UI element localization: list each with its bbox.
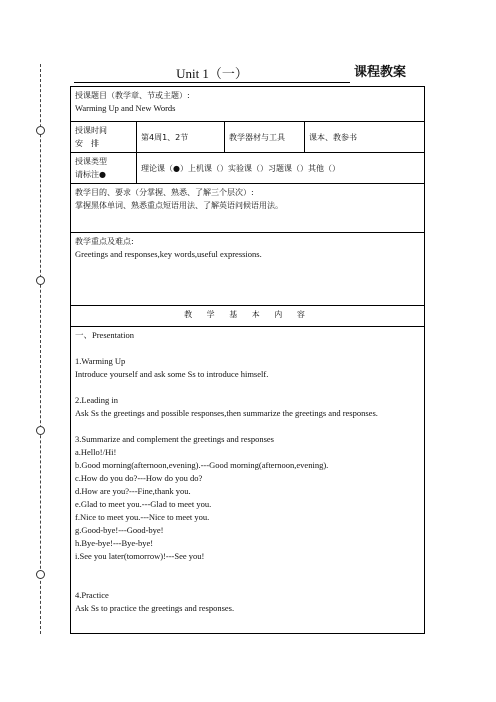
schedule-label-line2: 安 排 <box>75 139 99 148</box>
objectives-row <box>71 184 425 233</box>
step3-title: 3.Summarize and complement the greetings and responses <box>75 434 274 444</box>
binding-hole-icon <box>36 570 45 579</box>
greeting-item: a.Hello!/Hi! <box>75 447 117 457</box>
topic-value: Warming Up and New Words <box>75 103 176 113</box>
step2-text: Ask Ss the greetings and possible responses,then summarize the greetings and responses. <box>75 408 378 418</box>
content-row <box>71 327 425 634</box>
greeting-item: h.Bye-bye!---Bye-bye! <box>75 538 154 548</box>
greeting-item: i.See you later(tomorrow)!---See you! <box>75 551 205 561</box>
binding-margin-line <box>40 64 41 634</box>
content-heading: 教 学 基 本 内 容 <box>71 306 425 327</box>
key-points-label: 教学重点及难点: <box>75 237 134 246</box>
binding-hole-icon <box>36 126 45 135</box>
objectives-value: 掌握黑体单词、熟悉重点短语用法、了解英语问候语用法。 <box>75 201 283 210</box>
greeting-item: b.Good morning(afternoon,evening).---Good morning(afternoon,evening). <box>75 460 329 470</box>
content-heading-row <box>71 306 425 327</box>
topic-label: 授课题目（教学章、节或主题）: <box>75 91 190 100</box>
greeting-item: d.How are you?---Fine,thank you. <box>75 486 191 496</box>
lesson-type-label-line2: 请标注● <box>75 170 106 179</box>
step4-title: 4.Practice <box>75 590 109 600</box>
document-type-title: 课程教案 <box>354 65 407 80</box>
greeting-item: e.Glad to meet you.---Glad to meet you. <box>75 499 212 509</box>
key-points-row <box>71 233 425 306</box>
section-title: 一、Presentation <box>75 330 135 340</box>
binding-hole-icon <box>36 426 45 435</box>
page-title <box>74 62 422 84</box>
step1-title: 1.Warming Up <box>75 356 126 366</box>
lesson-type-value: 理论课（●）上机课（）实验课（）习题课（）其他（） <box>137 153 425 184</box>
topic-row <box>71 87 425 122</box>
step2-title: 2.Leading in <box>75 395 118 405</box>
schedule-row <box>71 122 425 153</box>
unit-title: Unit 1（一） <box>74 66 350 83</box>
schedule-label-line1: 授课时间 <box>75 126 107 135</box>
step4-text: Ask Ss to practice the greetings and responses. <box>75 603 235 613</box>
lesson-plan-table <box>70 86 425 634</box>
lesson-type-row <box>71 153 425 184</box>
objectives-label: 教学目的、要求（分掌握、熟悉、了解三个层次）: <box>75 188 254 197</box>
greeting-item: g.Good-bye!---Good-bye! <box>75 525 164 535</box>
greeting-item: c.How do you do?---How do you do? <box>75 473 203 483</box>
key-points-value: Greetings and responses,key words,useful expressions. <box>75 249 262 259</box>
lesson-type-label-line1: 授课类型 <box>75 157 107 166</box>
greeting-item: f.Nice to meet you.---Nice to meet you. <box>75 512 210 522</box>
equipment-label: 教学器材与工具 <box>225 122 305 153</box>
step1-text: Introduce yourself and ask some Ss to introduce himself. <box>75 369 269 379</box>
binding-hole-icon <box>36 276 45 285</box>
equipment-value: 课本、教参书 <box>305 122 425 153</box>
schedule-value: 第4周1、2节 <box>137 122 225 153</box>
